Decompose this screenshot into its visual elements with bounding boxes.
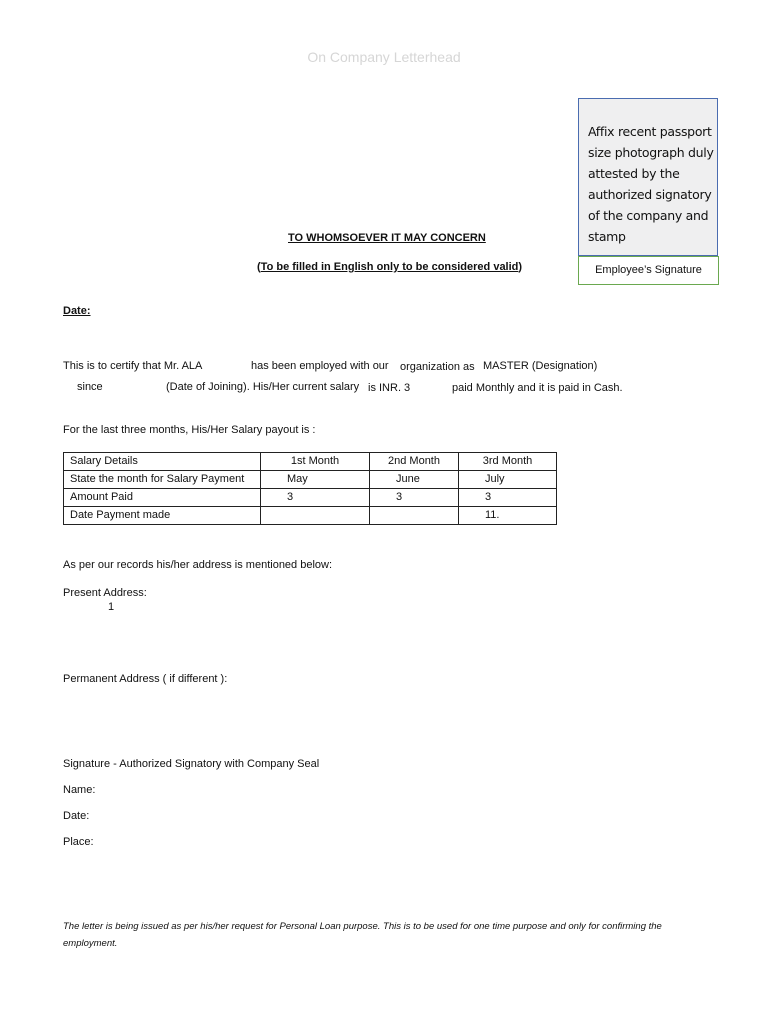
table-cell — [370, 507, 459, 525]
table-cell: Amount Paid — [64, 489, 261, 507]
letterhead-placeholder: On Company Letterhead — [307, 49, 461, 65]
signatory-date-label: Date: — [63, 810, 90, 822]
table-header: 1st Month — [261, 453, 370, 471]
table-header: 3rd Month — [459, 453, 557, 471]
photo-line: Affix recent passport — [588, 124, 712, 139]
table-row — [64, 507, 557, 525]
photo-box — [578, 98, 718, 256]
table-cell: July — [459, 471, 557, 489]
table-cell: 3 — [261, 489, 370, 507]
place-label: Place: — [63, 836, 94, 848]
table-cell: 3 — [459, 489, 557, 507]
certify-line1-a: This is to certify that Mr. ALA — [63, 360, 203, 372]
photo-line: authorized signatory — [588, 187, 712, 202]
date-label: Date: — [63, 305, 91, 317]
table-header-row — [64, 453, 557, 471]
table-cell — [261, 507, 370, 525]
footer-note: The letter is being issued as per his/her request for Personal Loan purpose. This is to be used for one time purpose and only for confirming the employment. — [63, 921, 662, 949]
certify-line1-b: has been employed with our — [251, 360, 389, 372]
table-header: Salary Details — [64, 453, 261, 471]
table-cell: May — [261, 471, 370, 489]
photo-line: attested by the — [588, 166, 680, 181]
table-cell: 11. — [459, 507, 557, 525]
table-row — [64, 489, 557, 507]
document-subtitle — [257, 261, 522, 273]
table-cell: State the month for Salary Payment — [64, 471, 261, 489]
certify-line2-c: is INR. 3 — [368, 382, 411, 394]
payout-intro: For the last three months, His/Her Salary payout is : — [63, 424, 316, 436]
subtitle-text: To be filled in English only to be considered valid — [260, 261, 519, 273]
table-cell: June — [370, 471, 459, 489]
present-address-label: Present Address: — [63, 587, 147, 599]
certify-line2-a: since — [77, 381, 103, 393]
permanent-address-label: Permanent Address ( if different ): — [63, 673, 228, 685]
certify-line1-c: organization as — [400, 361, 475, 373]
certify-line2-d: paid Monthly and it is paid in Cash. — [452, 382, 623, 394]
signature-line: Signature - Authorized Signatory with Company Seal — [63, 758, 320, 770]
certify-line2-b: (Date of Joining). His/Her current salary — [166, 381, 360, 393]
photo-instructions — [588, 121, 714, 247]
certify-line1-d: MASTER (Designation) — [483, 360, 598, 372]
table-cell: Date Payment made — [64, 507, 261, 525]
salary-table — [63, 452, 557, 525]
subtitle-close-paren: ) — [518, 261, 523, 273]
document-title: TO WHOMSOEVER IT MAY CONCERN — [288, 232, 486, 244]
photo-line: stamp — [588, 229, 626, 244]
photo-line: of the company and — [588, 208, 709, 223]
address-intro: As per our records his/her address is mentioned below: — [63, 559, 333, 571]
present-address-value: 1 — [108, 601, 115, 613]
photo-line: size photograph duly — [588, 145, 714, 160]
table-cell: 3 — [370, 489, 459, 507]
subtitle-open-paren: ( — [257, 261, 261, 273]
employee-signature-box: Employee’s Signature — [578, 256, 719, 285]
table-header: 2nd Month — [370, 453, 459, 471]
name-label: Name: — [63, 784, 96, 796]
table-row — [64, 471, 557, 489]
